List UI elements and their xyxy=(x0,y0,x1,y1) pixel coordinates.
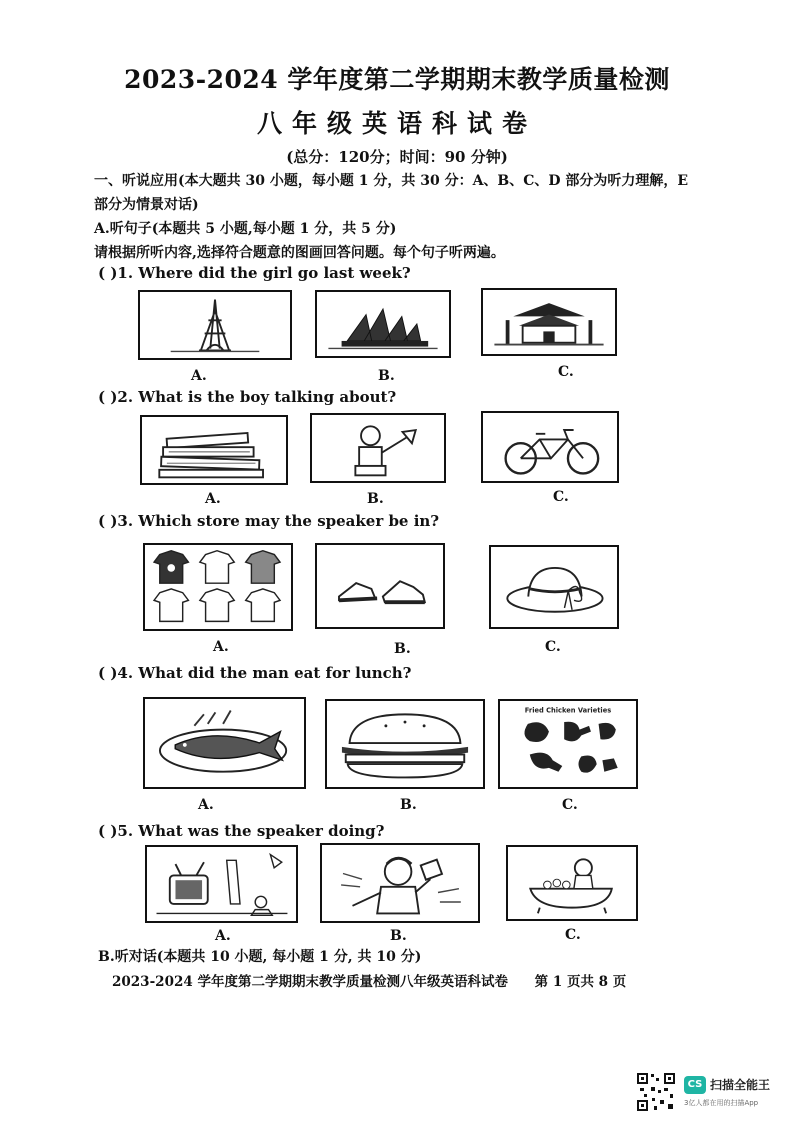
bicycle-icon xyxy=(483,413,617,481)
q1-option-b-label[interactable]: B. xyxy=(378,368,395,384)
q2-option-a-image[interactable] xyxy=(140,415,288,485)
exam-title: 2023-2024 学年度第二学期期末教学质量检测 xyxy=(124,65,670,94)
boy-eating-icon xyxy=(322,845,478,921)
part-a-instruction: 请根据所听内容,选择符合题意的图画回答问题。每个句子听两遍。 xyxy=(94,245,505,261)
q5-option-a-image[interactable] xyxy=(145,845,298,923)
q2-option-c-label[interactable]: C. xyxy=(553,489,569,505)
q3-option-b-image[interactable] xyxy=(315,543,445,629)
forbidden-city-icon xyxy=(483,290,615,354)
question-text: 5. What was the speaker doing? xyxy=(117,822,385,840)
fried-chicken-caption: Fried Chicken Varieties xyxy=(524,706,612,715)
q1-option-a-label[interactable]: A. xyxy=(191,368,207,384)
clothes-icon xyxy=(145,545,291,629)
books-icon xyxy=(142,417,286,483)
footer-title: 2023-2024 学年度第二学期期末教学质量检测八年级英语科试卷 xyxy=(112,974,508,990)
bathing-icon xyxy=(508,847,636,919)
q1-option-b-image[interactable] xyxy=(315,290,451,358)
score-time: (总分：120分；时间：90 分钟) xyxy=(286,148,508,166)
q2-option-c-image[interactable] xyxy=(481,411,619,483)
fried-chicken-icon xyxy=(500,701,636,787)
section-intro-line1: 一、听说应用(本大题共 30 小题，每小题 1 分，共 30 分：A、B、C、D 部分为听力理解，E xyxy=(94,173,689,189)
q4-option-c-label[interactable]: C. xyxy=(562,797,578,813)
part-b-heading: B.听对话(本题共 10 小题, 每小题 1 分, 共 10 分) xyxy=(98,949,422,965)
page-footer xyxy=(112,970,626,990)
q2-option-b-image[interactable] xyxy=(310,413,446,483)
q2-option-a-label[interactable]: A. xyxy=(205,491,221,507)
q5-option-c-image[interactable] xyxy=(506,845,638,921)
q4-option-a-label[interactable]: A. xyxy=(198,797,214,813)
exam-subtitle: 八年级英语科试卷 xyxy=(256,109,537,138)
eiffel-tower-icon xyxy=(140,292,290,358)
q4-option-a-image[interactable] xyxy=(143,697,306,789)
q3-option-a-label[interactable]: A. xyxy=(213,639,229,655)
q4-option-c-image[interactable] xyxy=(498,699,638,789)
question-text: 4. What did the man eat for lunch? xyxy=(117,664,412,682)
question-1 xyxy=(98,264,411,282)
shoes-icon xyxy=(317,545,443,627)
q3-option-c-image[interactable] xyxy=(489,545,619,629)
answer-bracket[interactable]: ( ) xyxy=(98,512,118,530)
question-text: 2. What is the boy talking about? xyxy=(117,388,397,406)
q1-option-c-image[interactable] xyxy=(481,288,617,356)
tv-room-icon xyxy=(147,847,296,921)
question-3 xyxy=(98,512,439,530)
fish-dish-icon xyxy=(145,699,304,787)
q3-option-a-image[interactable] xyxy=(143,543,293,631)
answer-bracket[interactable]: ( ) xyxy=(98,822,118,840)
scanner-tagline: 3亿人都在用的扫描App xyxy=(684,1099,759,1107)
q3-option-b-label[interactable]: B. xyxy=(394,641,411,657)
question-text: 3. Which store may the speaker be in? xyxy=(117,512,440,530)
boy-cleaning-icon xyxy=(312,415,444,481)
part-a-heading: A.听句子(本题共 5 小题,每小题 1 分，共 5 分) xyxy=(94,221,397,237)
sydney-opera-house-icon xyxy=(317,292,449,356)
q1-option-a-image[interactable] xyxy=(138,290,292,360)
q5-option-c-label[interactable]: C. xyxy=(565,927,581,943)
q5-option-b-label[interactable]: B. xyxy=(390,928,407,944)
answer-bracket[interactable]: ( ) xyxy=(98,664,118,682)
question-text: 1. Where did the girl go last week? xyxy=(117,264,411,282)
answer-bracket[interactable]: ( ) xyxy=(98,264,118,282)
question-4 xyxy=(98,664,411,682)
q5-option-a-label[interactable]: A. xyxy=(215,928,231,944)
q4-option-b-image[interactable] xyxy=(325,699,485,789)
q5-option-b-image[interactable] xyxy=(320,843,480,923)
q4-option-b-label[interactable]: B. xyxy=(400,797,417,813)
q2-option-b-label[interactable]: B. xyxy=(367,491,384,507)
page-number: 第 1 页共 8 页 xyxy=(534,974,627,990)
section-intro-line2: 部分为情景对话) xyxy=(94,197,199,213)
q3-option-c-label[interactable]: C. xyxy=(545,639,561,655)
answer-bracket[interactable]: ( ) xyxy=(98,388,118,406)
qr-code-icon xyxy=(636,1072,676,1112)
q1-option-c-label[interactable]: C. xyxy=(558,364,574,380)
question-2 xyxy=(98,388,396,406)
hamburger-icon xyxy=(327,701,483,787)
hat-icon xyxy=(491,547,617,627)
scanner-brand: 扫描全能王 xyxy=(710,1078,771,1092)
question-5 xyxy=(98,822,384,840)
camscanner-logo: CS xyxy=(684,1076,706,1094)
